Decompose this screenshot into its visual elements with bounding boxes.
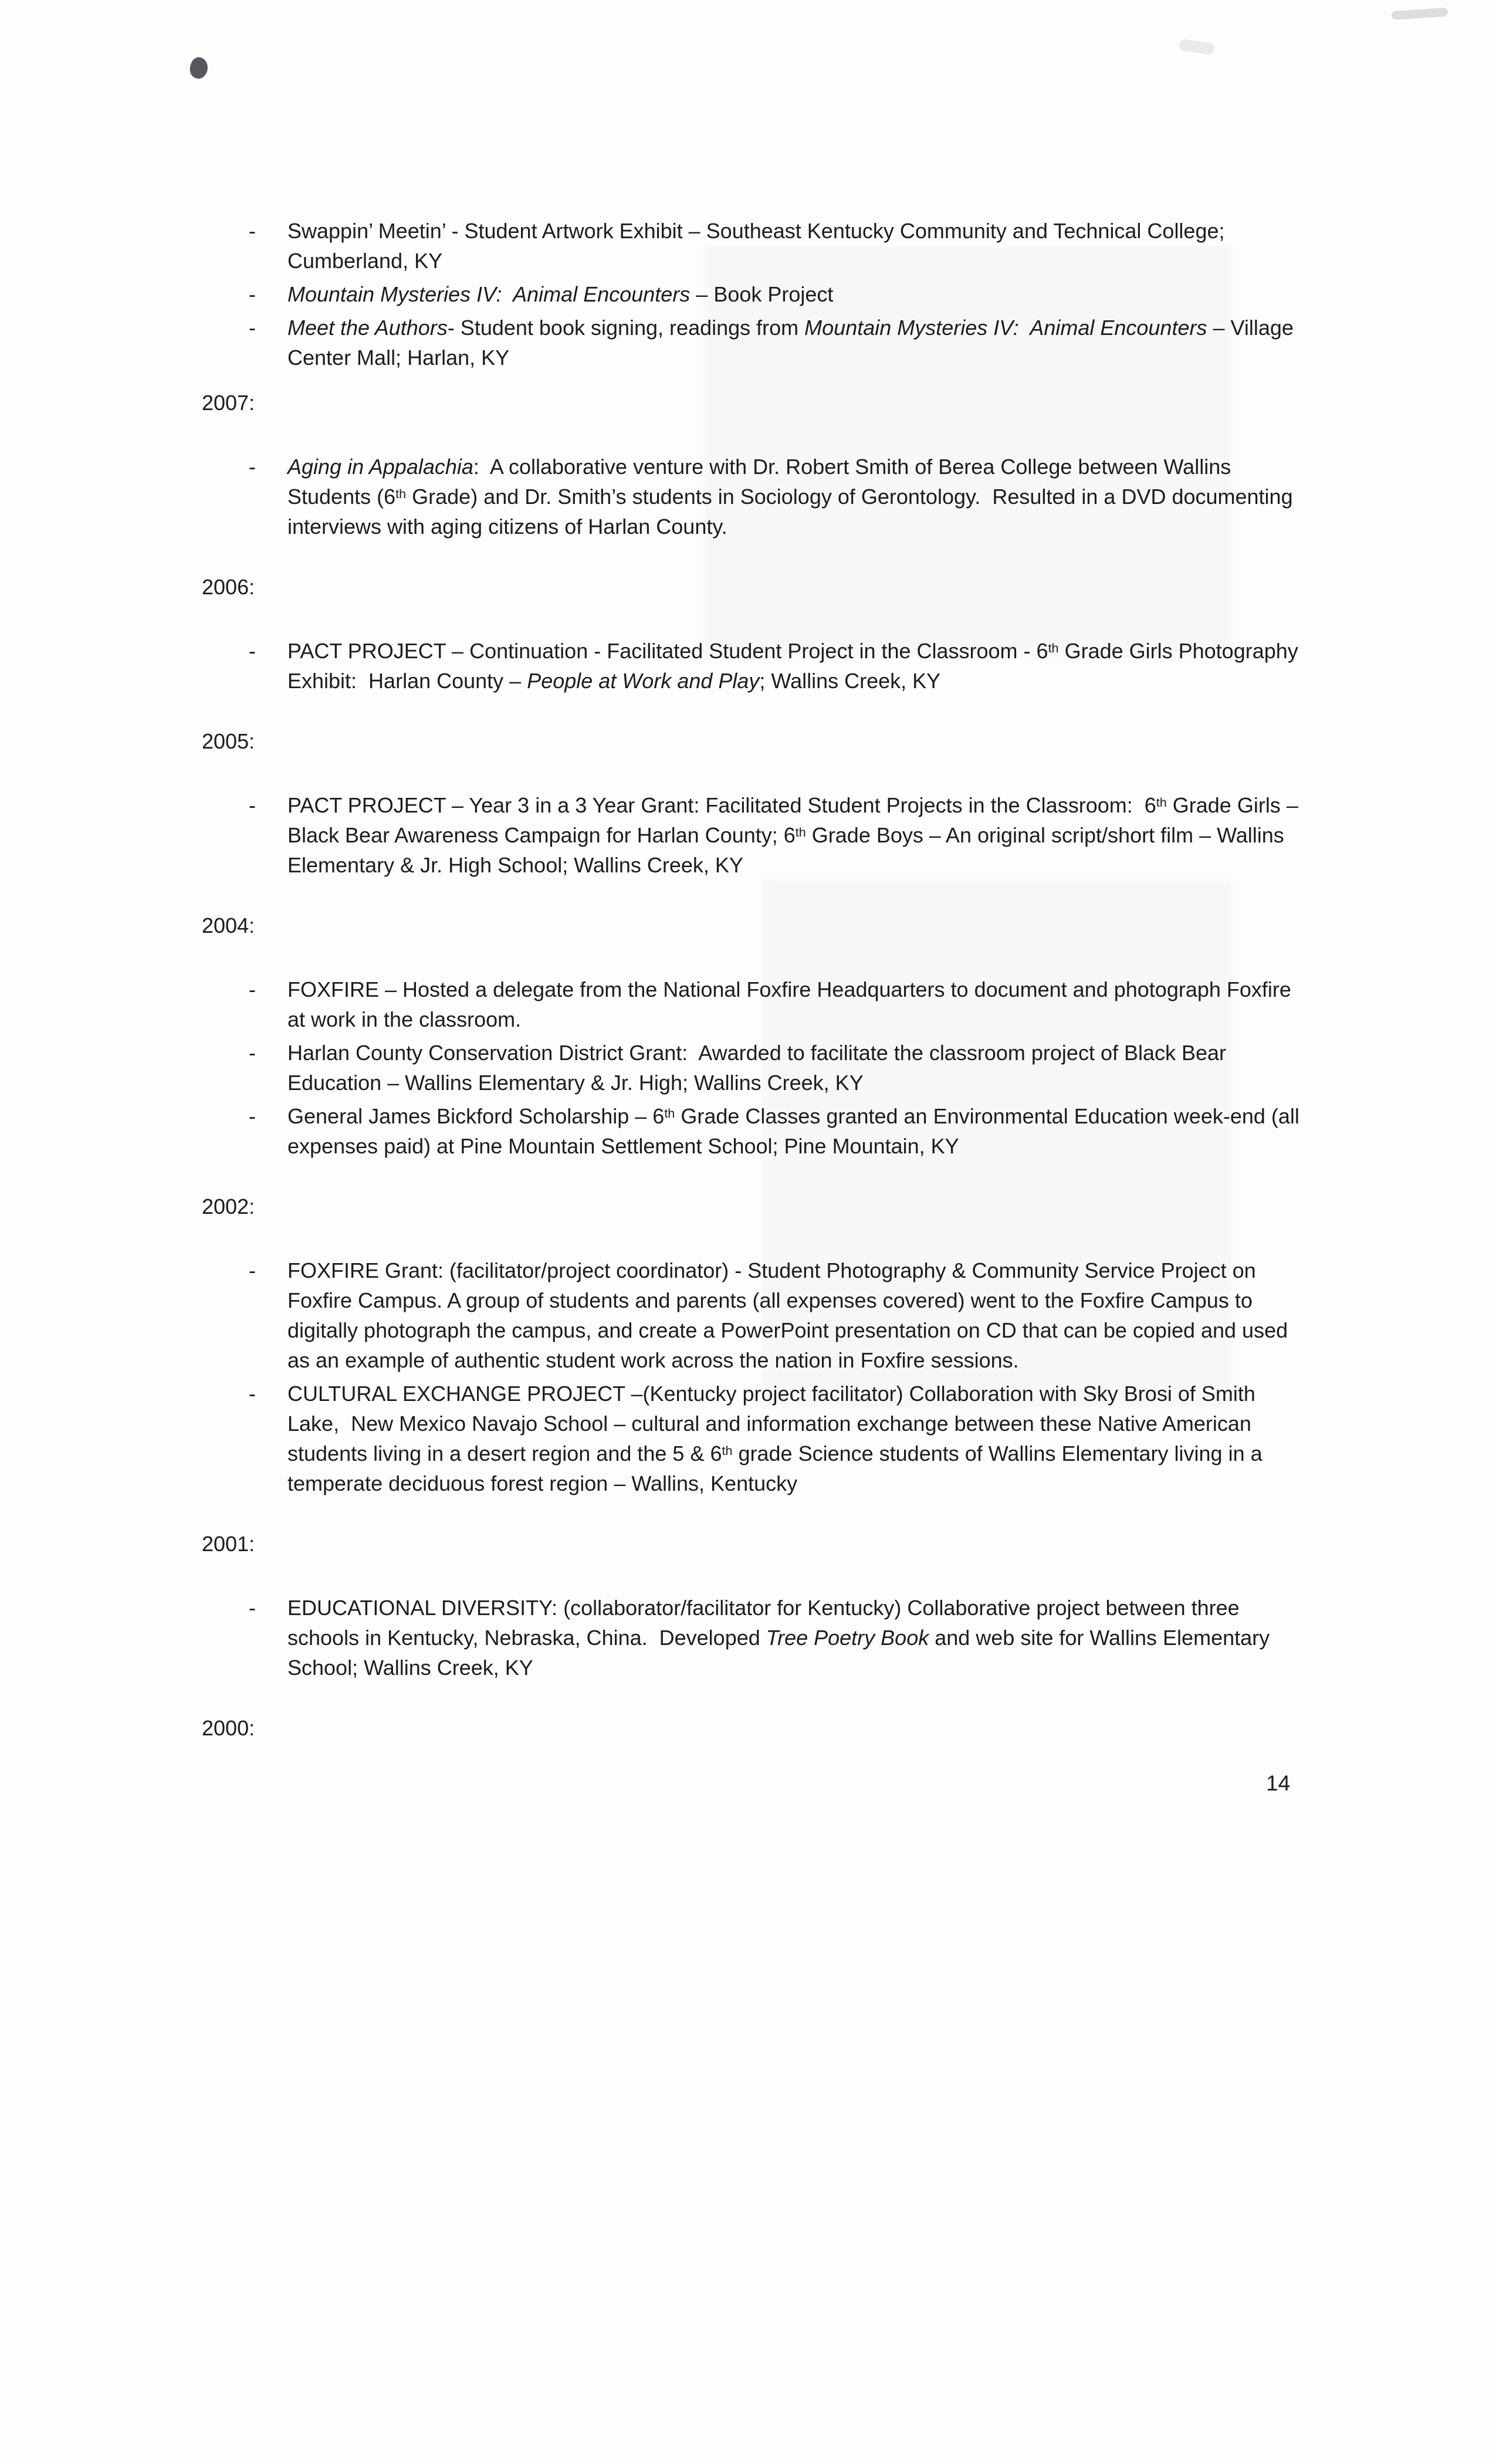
ordinal-suffix: th xyxy=(795,825,806,840)
text-run: – Village Center Mall; Harlan, KY xyxy=(287,316,1299,370)
item-text xyxy=(287,216,1300,276)
item-list xyxy=(202,452,1316,541)
text-run: General James Bickford Scholarship – 6 xyxy=(287,1104,665,1128)
text-run: FOXFIRE Grant: (facilitator/project coordinator) - Student Photography & Community Service Project on Foxfire Campus. A group of students and parents (all expenses covered) went to the Foxfire Campus to digitally photograph the campus, and create a PowerPoint presentation on CD that can be copied and used as an example of authentic student work across the nation in Foxfire sessions. xyxy=(287,1258,1294,1372)
item-text xyxy=(287,313,1300,373)
list-item xyxy=(202,1101,1316,1161)
italic-text-run: People at Work and Play xyxy=(527,669,760,693)
year-heading: 2001: xyxy=(202,1532,255,1556)
text-run: Grade Classes granted an Environmental Education week-end (all expenses paid) at Pine Mountain Settlement School; Pine Mountain, KY xyxy=(287,1104,1305,1158)
year-section xyxy=(202,1529,1316,1683)
ordinal-suffix: th xyxy=(395,486,407,502)
year-heading: 2007: xyxy=(202,391,255,415)
text-run: Grade Girls Photography Exhibit: Harlan County – xyxy=(287,639,1304,693)
year-section xyxy=(202,1192,1316,1498)
ordinal-suffix: th xyxy=(664,1106,675,1121)
bullet-dash: - xyxy=(249,1382,256,1406)
bullet-dash: - xyxy=(249,1258,256,1282)
text-run: – Book Project xyxy=(690,282,834,306)
text-run: PACT PROJECT – Year 3 in a 3 Year Grant: Facilitated Student Projects in the Classroom: 6 xyxy=(287,793,1156,817)
year-heading: 2000: xyxy=(202,1716,255,1740)
item-text xyxy=(287,1379,1300,1498)
bullet-dash: - xyxy=(249,639,256,663)
ordinal-suffix: th xyxy=(722,1443,733,1458)
scan-artifact xyxy=(187,55,211,81)
text-run: EDUCATIONAL DIVERSITY: (collaborator/facilitator for Kentucky) Collaborative project between three schools in Kentucky, Nebraska, China. Developed xyxy=(287,1596,1245,1650)
item-text xyxy=(287,452,1300,541)
sections-container xyxy=(202,388,1316,1743)
text-run: Harlan County Conservation District Grant: Awarded to facilitate the classroom project of Black Bear Education – Wallins Elementary & Jr. High; Wallins Creek, KY xyxy=(287,1041,1233,1095)
list-item xyxy=(202,1379,1316,1498)
year-section xyxy=(202,1713,1316,1743)
text-run: Grade) and Dr. Smith’s students in Sociology of Gerontology. Resulted in a DVD documenting interviews with aging citizens of Harlan County. xyxy=(287,485,1299,539)
year-section xyxy=(202,726,1316,880)
item-text xyxy=(287,1038,1300,1098)
list-item xyxy=(202,636,1316,696)
bullet-dash: - xyxy=(249,455,256,479)
list-item xyxy=(202,790,1316,880)
ordinal-suffix: th xyxy=(1156,795,1167,810)
scan-artifact xyxy=(1392,8,1448,21)
item-list xyxy=(202,790,1316,880)
item-list xyxy=(202,636,1316,696)
item-text xyxy=(287,1101,1305,1161)
page-number: 14 xyxy=(1266,1771,1291,1795)
list-item xyxy=(202,279,1316,309)
item-text xyxy=(287,1593,1300,1683)
item-text xyxy=(287,636,1304,696)
list-item xyxy=(202,1038,1316,1098)
year-heading: 2002: xyxy=(202,1194,255,1219)
bullet-dash: - xyxy=(249,793,256,817)
text-run: - Student book signing, readings from xyxy=(447,316,805,340)
text-run: grade Science students of Wallins Elementary living in a temperate deciduous forest region – Wallins, Kentucky xyxy=(287,1441,1268,1495)
ordinal-suffix: th xyxy=(1048,641,1059,656)
text-run: PACT PROJECT – Continuation - Facilitated Student Project in the Classroom - 6 xyxy=(287,639,1048,663)
year-heading: 2006: xyxy=(202,575,255,599)
text-run: Grade Boys – An original script/short film – Wallins Elementary & Jr. High School; Wallins Creek, KY xyxy=(287,823,1290,877)
bullet-dash: - xyxy=(249,977,256,1001)
text-run: CULTURAL EXCHANGE PROJECT –(Kentucky project facilitator) Collaboration with Sky Brosi of Smith Lake, New Mexico Navajo School – cultural and information exchange between these Native American students living in a desert region and the 5 & 6 xyxy=(287,1382,1261,1465)
text-run: ; Wallins Creek, KY xyxy=(759,669,941,693)
list-item xyxy=(202,216,1316,276)
item-list xyxy=(202,1593,1316,1683)
italic-text-run: Aging in Appalachia xyxy=(287,455,473,479)
item-text xyxy=(287,279,1300,309)
list-item xyxy=(202,452,1316,541)
text-run: and web site for Wallins Elementary School; Wallins Creek, KY xyxy=(287,1626,1276,1680)
list-item xyxy=(202,1255,1316,1375)
list-item xyxy=(202,1593,1316,1683)
year-heading: 2004: xyxy=(202,913,255,937)
bullet-dash: - xyxy=(249,1104,256,1128)
text-run: FOXFIRE – Hosted a delegate from the National Foxfire Headquarters to document and photograph Foxfire at work in the classroom. xyxy=(287,977,1297,1031)
bullet-dash: - xyxy=(249,219,256,243)
year-heading: 2005: xyxy=(202,729,255,753)
bullet-dash: - xyxy=(249,1596,256,1620)
text-run: Grade Girls – Black Bear Awareness Campaign for Harlan County; 6 xyxy=(287,793,1304,847)
bullet-dash: - xyxy=(249,316,256,340)
bullet-dash: - xyxy=(249,282,256,306)
item-text xyxy=(287,1255,1300,1375)
italic-text-run: Meet the Authors xyxy=(287,316,448,340)
item-list xyxy=(202,974,1316,1161)
italic-text-run: Tree Poetry Book xyxy=(766,1626,929,1650)
italic-text-run: Mountain Mysteries IV: Animal Encounters xyxy=(287,282,691,306)
list-item xyxy=(202,974,1316,1034)
year-section xyxy=(202,572,1316,696)
item-list xyxy=(202,1255,1316,1498)
year-section xyxy=(202,388,1316,541)
list-item xyxy=(202,313,1316,373)
bullet-dash: - xyxy=(249,1041,256,1065)
item-text xyxy=(287,974,1300,1034)
text-run: : A collaborative venture with Dr. Robert Smith of Berea College between Wallins Students (6 xyxy=(287,455,1237,509)
italic-text-run: Mountain Mysteries IV: Animal Encounters xyxy=(804,316,1207,340)
item-text xyxy=(287,790,1304,880)
intro-list xyxy=(202,216,1316,373)
year-section xyxy=(202,911,1316,1161)
page-content xyxy=(202,216,1316,1777)
scan-artifact xyxy=(1179,39,1215,55)
text-run: Swappin’ Meetin’ - Student Artwork Exhibit – Southeast Kentucky Community and Technical College; Cumberland, KY xyxy=(287,219,1231,273)
